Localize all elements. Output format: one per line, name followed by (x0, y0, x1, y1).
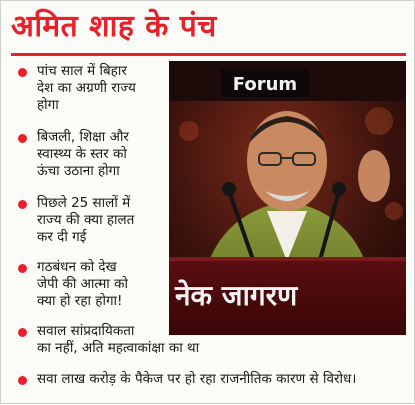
bullet-text-line: देश का अग्रणी राज्य (37, 80, 136, 96)
banner-text: Forum (232, 74, 298, 95)
bullet-text-line: होगा (37, 97, 59, 113)
bullet-text-line: गठबंधन को देख (37, 259, 117, 275)
bullet-text-line: पिछले 25 सालों में (37, 195, 131, 211)
bullet-text-line: सवा लाख करोड़ के पैकेज पर हो रहा राजनीतिक कारण से विरोध। (37, 371, 357, 387)
bullet-text-line: का नहीं, अति महत्वाकांक्षा का था (37, 340, 200, 356)
bullet-dot (18, 328, 27, 337)
bullet-text-line: कर दी गई (37, 229, 87, 245)
bullet-dot (18, 68, 27, 77)
bullet-text-line: स्वास्थ्य के स्तर को (37, 146, 127, 162)
bullet-text-line: सवाल सांप्रदायिकता (37, 323, 135, 339)
bullet-text-line: क्या हो रहा होगा! (37, 293, 123, 309)
headline: अमित शाह के पंच (11, 9, 217, 44)
bullet-text-line: जेपी की आत्मा को (37, 276, 128, 292)
bullet-list (1, 1, 415, 405)
bullet-dot (18, 264, 27, 273)
podium-text: नेक जागरण (175, 279, 298, 312)
bullet-dot (18, 376, 27, 385)
bullet-text-line: पांच साल में बिहार (37, 63, 127, 79)
bullet-text-line: ऊंचा उठाना होगा (37, 163, 120, 179)
bullet-dot (18, 200, 27, 209)
bullet-dot (18, 134, 27, 143)
bullet-text-line: बिजली, शिक्षा और (37, 129, 129, 145)
bullet-text-line: राज्य की क्या हालत (37, 212, 135, 228)
